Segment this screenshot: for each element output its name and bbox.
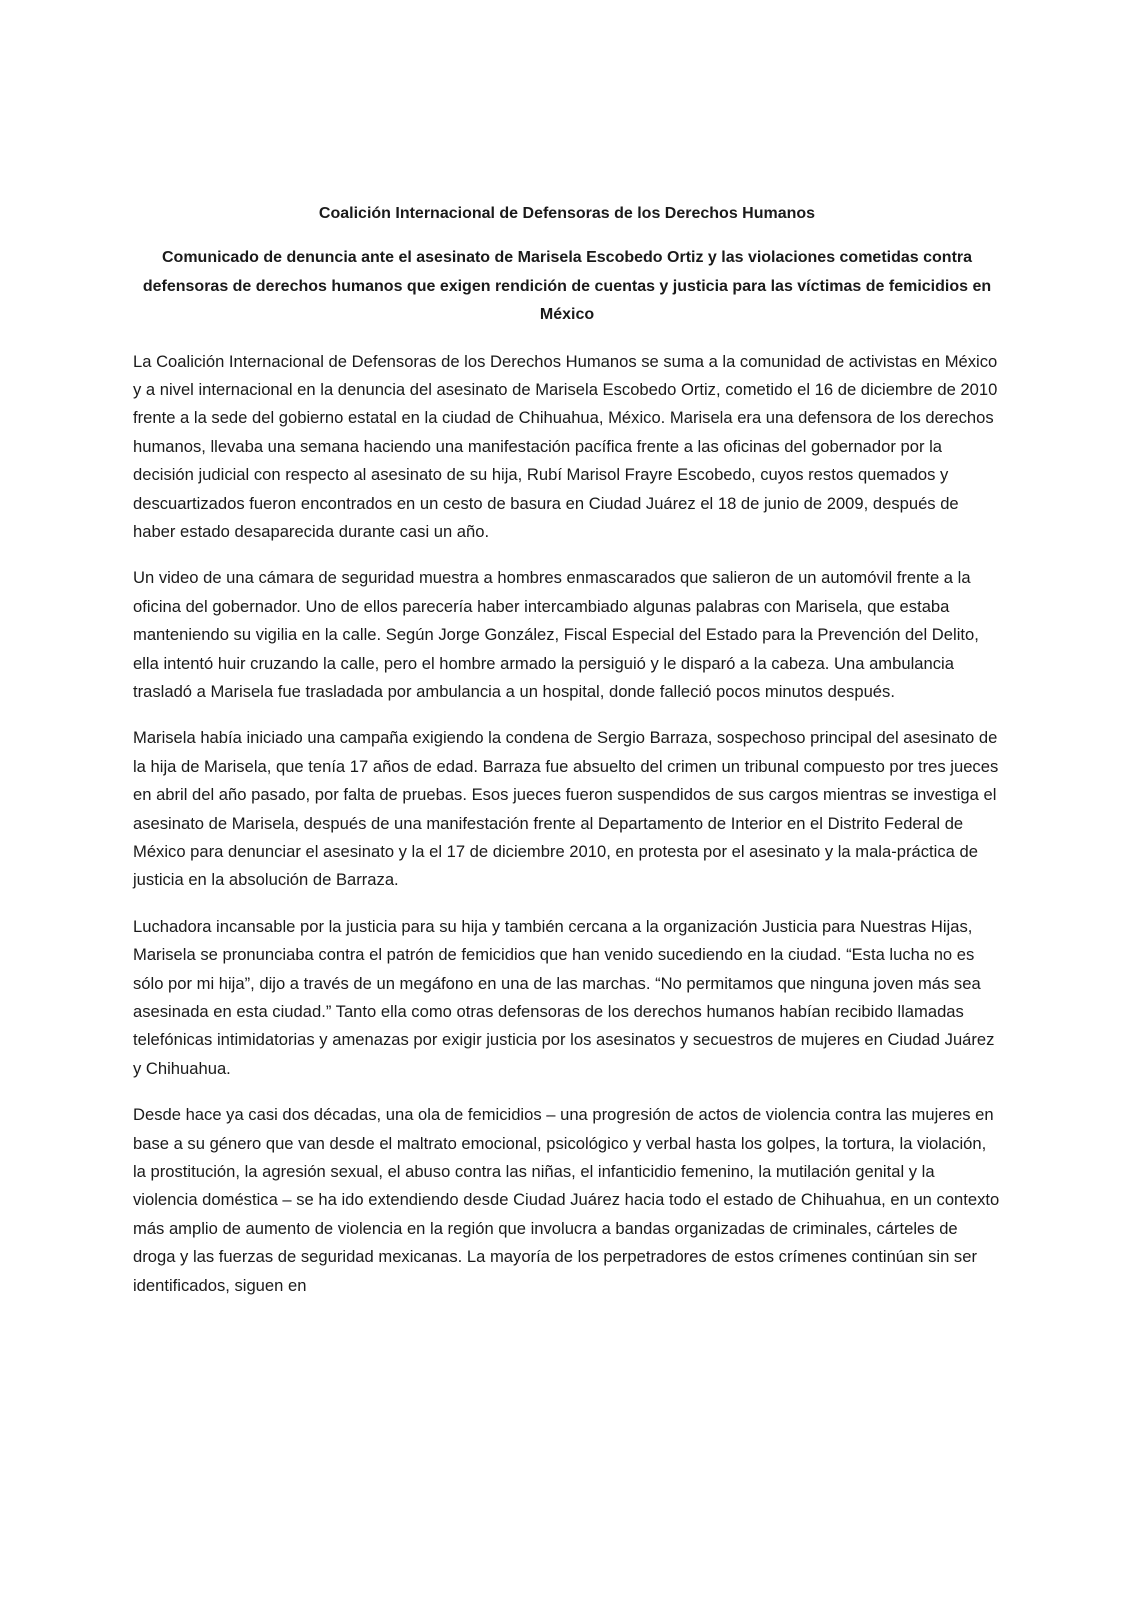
paragraph-1: La Coalición Internacional de Defensoras de los Derechos Humanos se suma a la comunidad de activistas en México y a nivel internacional en la denuncia del asesinato de Marisela Escobedo Ortiz, cometido el 16 de diciembre de 2010 frente a la sede del gobierno estatal en la ciudad de Chihuahua, México. Marisela era una defensora de los derechos humanos, llevaba una semana haciendo una manifestación pacífica frente a las oficinas del gobernador por la decisión judicial con respecto al asesinato de su hija, Rubí Marisol Frayre Escobedo, cuyos restos quemados y descuartizados fueron encontrados en un cesto de basura en Ciudad Juárez el 18 de junio de 2009, después de haber estado desaparecida durante casi un año. (133, 351, 998, 541)
paragraph-2: Un video de una cámara de seguridad muestra a hombres enmascarados que salieron de un automóvil frente a la oficina del gobernador. Uno de ellos parecería haber intercambiado algunas palabras con Marisela, que estaba manteniendo su vigilia en la calle. Según Jorge González, Fiscal Especial del Estado para la Prevención del Delito, ella intentó huir cruzando la calle, pero el hombre armado la persiguió y le disparó a la cabeza. Una ambulancia trasladó a Marisela fue trasladada por ambulancia a un hospital, donde falleció pocos minutos después. (133, 568, 979, 701)
paragraph-4: Luchadora incansable por la justicia para su hija y también cercana a la organización Justicia para Nuestras Hijas, Marisela se pronunciaba contra el patrón de femicidios que han venido sucediendo en la ciudad. “Esta lucha no es sólo por mi hija”, dijo a través de un megáfono en una de las marchas. “No permitamos que ninguna joven más sea asesinada en esta ciudad.” Tanto ella como otras defensoras de los derechos humanos habían recibido llamadas telefónicas intimidatorias y amenazas por exigir justicia por los asesinatos y secuestros de mujeres en Ciudad Juárez y Chihuahua. (133, 916, 995, 1078)
document-title: Comunicado de denuncia ante el asesinato de Marisela Escobedo Ortiz y las violaciones cometidas contra defensoras de derechos humanos que exigen rendición de cuentas y justicia para las víctimas de femicidios en México (142, 249, 992, 323)
paragraph-3: Marisela había iniciado una campaña exigiendo la condena de Sergio Barraza, sospechoso principal del asesinato de la hija de Marisela, que tenía 17 años de edad. Barraza fue absuelto del crimen un tribunal compuesto por tres jueces en abril del año pasado, por falta de pruebas. Esos jueces fueron suspendidos de sus cargos mientras se investiga el asesinato de Marisela, después de una manifestación frente al Departamento de Interior en el Distrito Federal de México para denunciar el asesinato y la el 17 de diciembre 2010, en protesta por el asesinato y la mala-práctica de justicia en la absolución de Barraza. (133, 728, 999, 890)
paragraph-5: Desde hace ya casi dos décadas, una ola de femicidios – una progresión de actos de violencia contra las mujeres en base a su género que van desde el maltrato emocional, psicológico y verbal hasta los golpes, la tortura, la violación, la prostitución, la agresión sexual, el abuso contra las niñas, el infanticidio femenino, la mutilación genital y la violencia doméstica – se ha ido extendiendo desde Ciudad Juárez hacia todo el estado de Chihuahua, en un contexto más amplio de aumento de violencia en la región que involucra a bandas organizadas de criminales, cárteles de droga y las fuerzas de seguridad mexicanas. La mayoría de los perpetradores de estos crímenes continúan sin ser identificados, siguen en (133, 1105, 1000, 1295)
document-body (133, 200, 1001, 1318)
organization-title: Coalición Internacional de Defensoras de los Derechos Humanos (318, 205, 816, 222)
